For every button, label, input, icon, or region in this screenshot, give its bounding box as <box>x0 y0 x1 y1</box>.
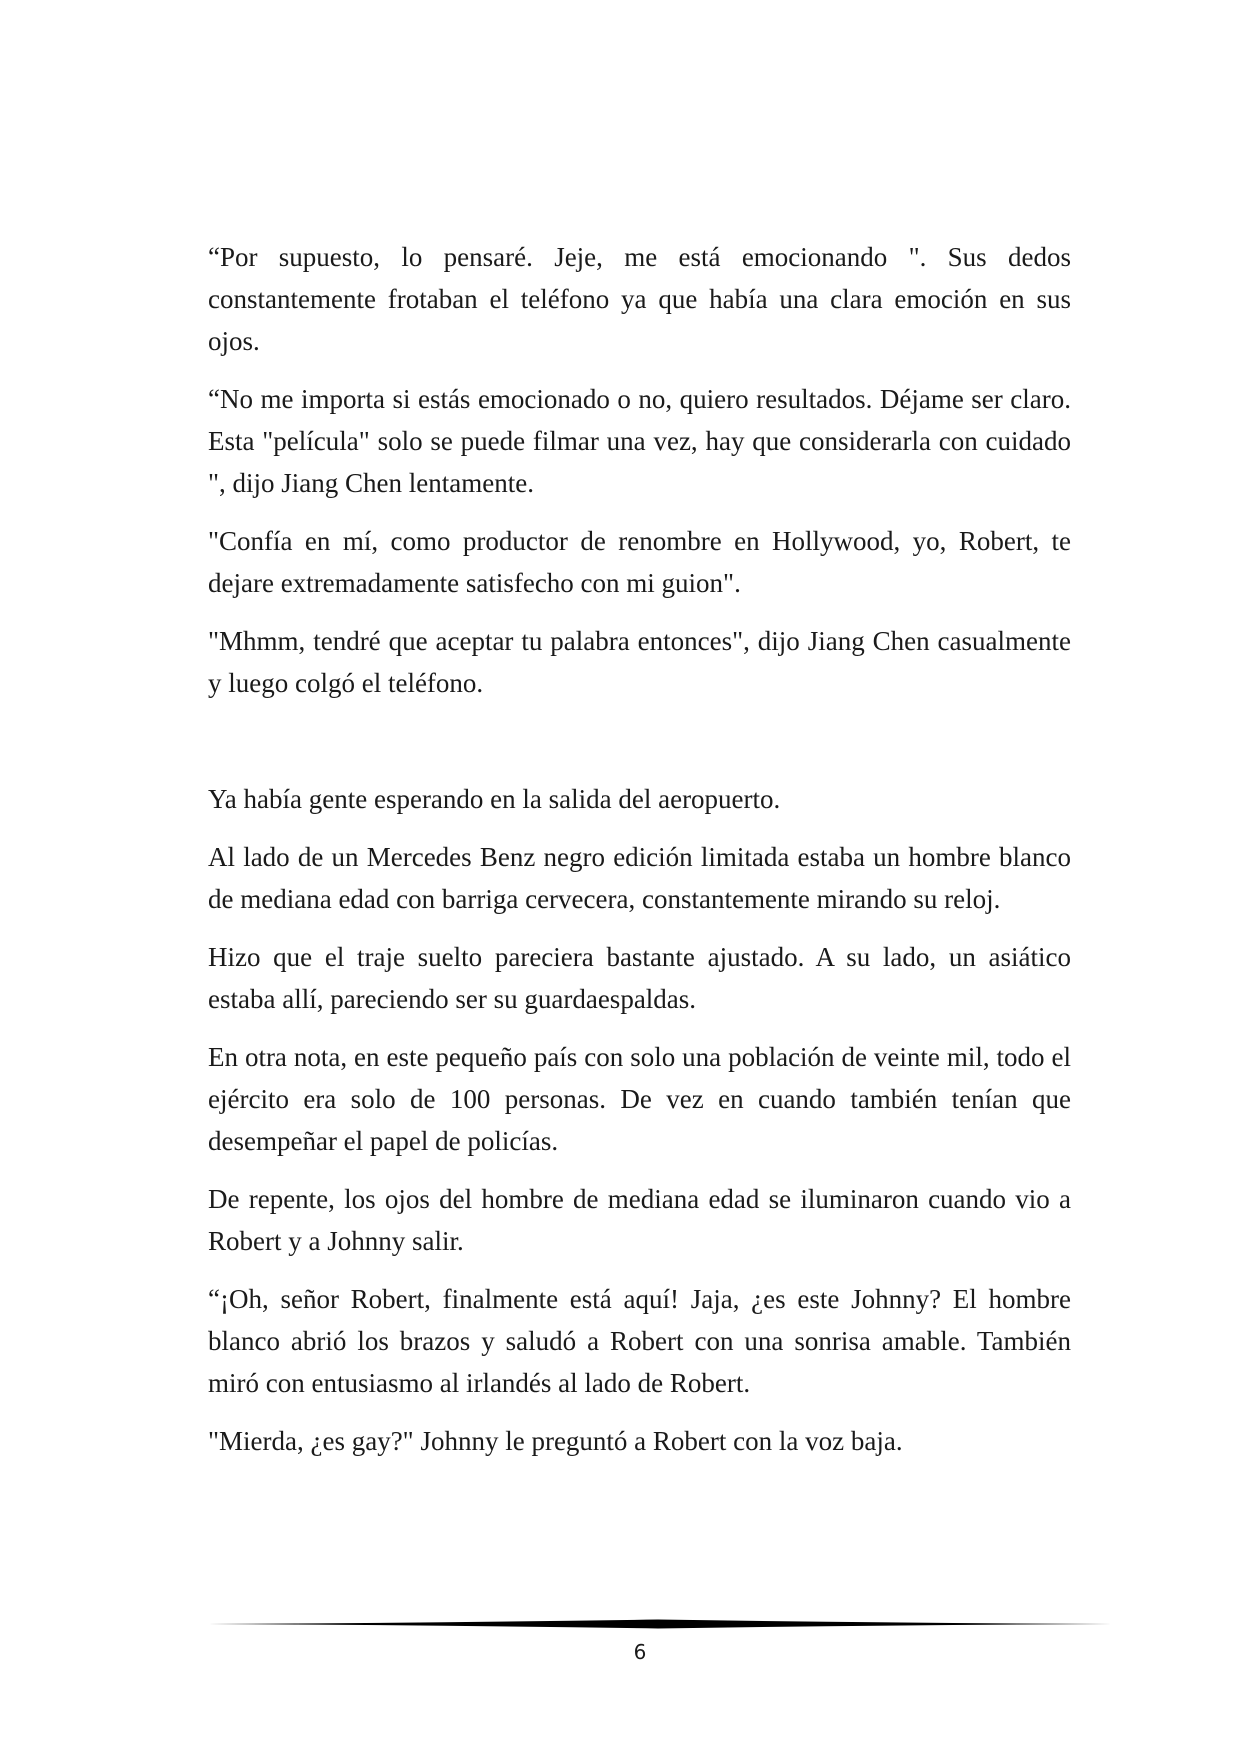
paragraph: "Mierda, ¿es gay?" Johnny le preguntó a Robert con la voz baja. <box>208 1426 903 1456</box>
paragraph: En otra nota, en este pequeño país con solo una población de veinte mil, todo el ejército era solo de 100 personas. De vez en cuando también tenían que desempeñar el papel de policías. <box>208 1042 1071 1156</box>
paragraph: Ya había gente esperando en la salida del aeropuerto. <box>208 784 781 814</box>
text-section-phone-call <box>208 236 1071 704</box>
paragraph: Al lado de un Mercedes Benz negro edición limitada estaba un hombre blanco de mediana edad con barriga cervecera, constantemente mirando su reloj. <box>208 842 1071 914</box>
paragraph: “Por supuesto, lo pensaré. Jeje, me está emocionando ". Sus dedos constantemente frotaban el teléfono ya que había una clara emoción en sus ojos. <box>208 242 1071 356</box>
paragraph: Hizo que el traje suelto pareciera bastante ajustado. A su lado, un asiático estaba allí, pareciendo ser su guardaespaldas. <box>208 942 1071 1014</box>
paragraph: De repente, los ojos del hombre de mediana edad se iluminaron cuando vio a Robert y a Johnny salir. <box>208 1184 1071 1256</box>
paragraph: "Confía en mí, como productor de renombre en Hollywood, yo, Robert, te dejare extremadamente satisfecho con mi guion". <box>208 526 1071 598</box>
paragraph: "Mhmm, tendré que aceptar tu palabra entonces", dijo Jiang Chen casualmente y luego colgó el teléfono. <box>208 626 1071 698</box>
paragraph: “No me importa si estás emocionado o no, quiero resultados. Déjame ser claro. Esta "película" solo se puede filmar una vez, hay que considerarla con cuidado ", dijo Jiang Chen lentamente. <box>208 384 1071 498</box>
paragraph: “¡Oh, señor Robert, finalmente está aquí! Jaja, ¿es este Johnny? El hombre blanco abrió los brazos y saludó a Robert con una sonrisa amable. También miró con entusiasmo al irlandés al lado de Robert. <box>208 1284 1071 1398</box>
page-number: 6 <box>633 1640 647 1664</box>
text-section-airport <box>208 778 1071 1462</box>
footer-divider <box>208 1618 1112 1630</box>
